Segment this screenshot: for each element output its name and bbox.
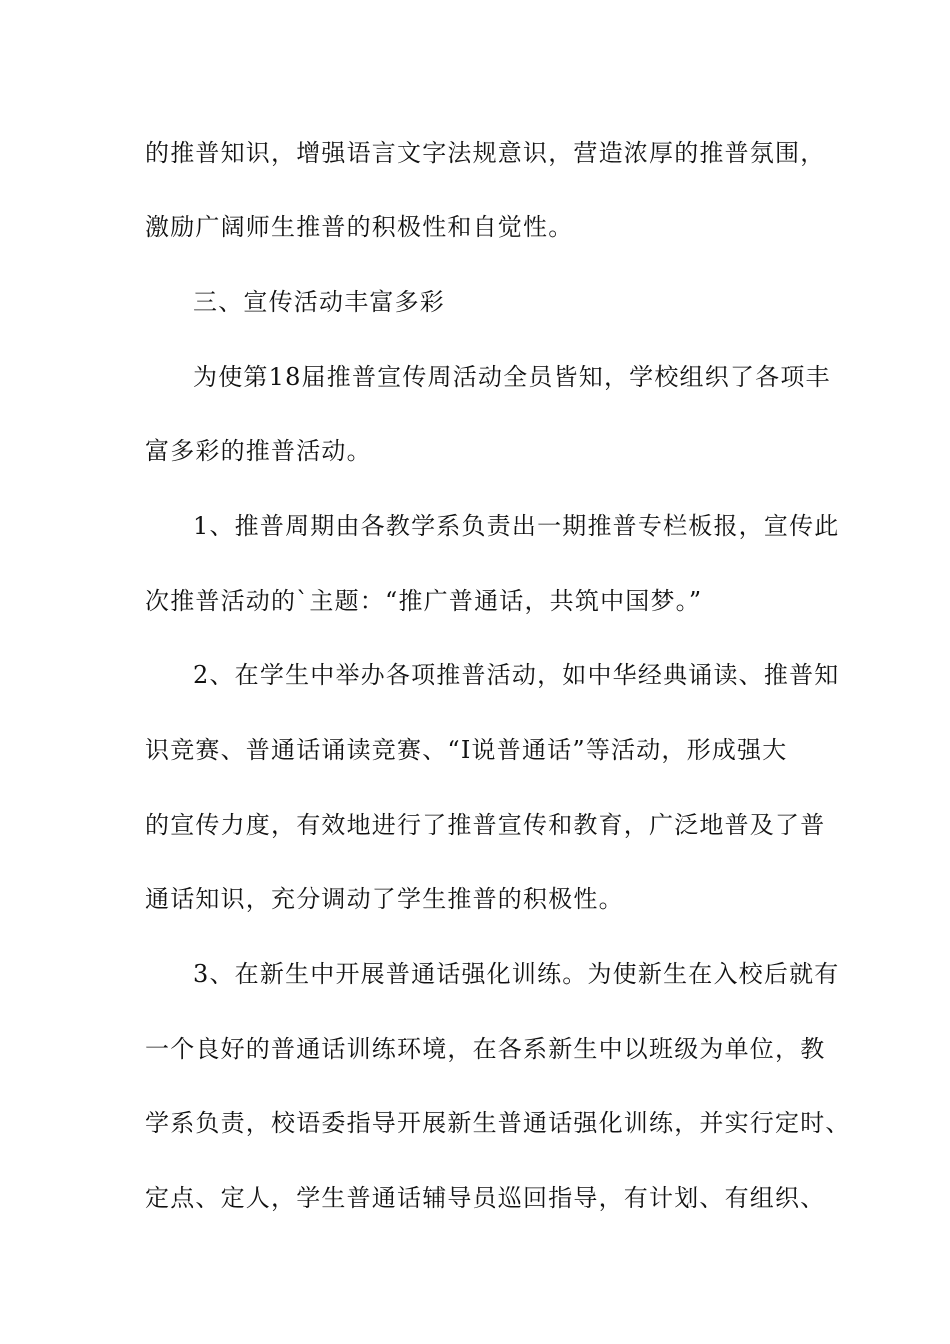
text-line-8: 2、在学生中举办各项推普活动，如中华经典诵读、推普知 xyxy=(193,661,840,689)
text-line-14: 学系负责，校语委指导开展新生普通话强化训练，并实行定时、 xyxy=(145,1109,851,1137)
text-line-5: 富多彩的推普活动。 xyxy=(145,437,372,465)
text-line-9: 识竞赛、普通话诵读竞赛、“I说普通话”等活动，形成强大 xyxy=(145,736,788,764)
text-line-13: 一个良好的普通话训练环境，在各系新生中以班级为单位，教 xyxy=(145,1035,826,1063)
text-line-6: 1、推普周期由各教学系负责出一期推普专栏板报，宣传此 xyxy=(193,512,840,540)
text-line-2: 激励广阔师生推普的积极性和自觉性。 xyxy=(145,213,574,241)
text-line-10: 的宣传力度，有效地进行了推普宣传和教育，广泛地普及了普 xyxy=(145,811,826,839)
text-line-12: 3、在新生中开展普通话强化训练。为使新生在入校后就有 xyxy=(193,960,840,988)
section-heading: 三、宣传活动丰富多彩 xyxy=(193,288,445,316)
text-line-11: 通话知识，充分调动了学生推普的积极性。 xyxy=(145,885,624,913)
text-line-7: 次推普活动的`主题：“推广普通话，共筑中国梦。” xyxy=(145,587,703,615)
text-line-15: 定点、定人，学生普通话辅导员巡回指导，有计划、有组织、 xyxy=(145,1184,826,1212)
text-line-1: 的推普知识，增强语言文字法规意识，营造浓厚的推普氛围， xyxy=(145,139,826,167)
text-line-4: 为使第18届推普宣传周活动全员皆知，学校组织了各项丰 xyxy=(193,363,831,391)
